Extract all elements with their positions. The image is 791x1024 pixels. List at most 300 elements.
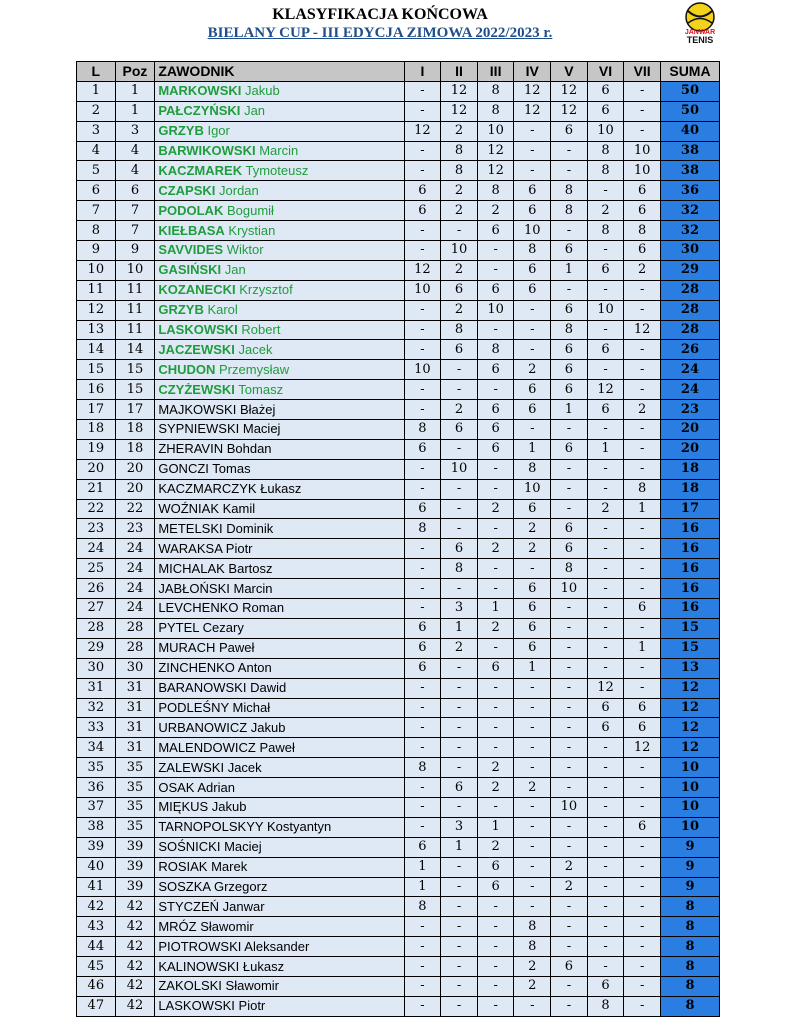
round-score-6: - [587, 758, 624, 778]
player-name [155, 778, 404, 798]
row-suma: 16 [660, 539, 719, 559]
round-score-1: 1 [404, 877, 441, 897]
round-score-3: 1 [477, 599, 514, 619]
row-l: 21 [77, 479, 116, 499]
round-score-7: 2 [624, 260, 661, 280]
round-score-3: 6 [477, 221, 514, 241]
table-row [77, 698, 720, 718]
player-name [155, 857, 404, 877]
row-poz: 20 [115, 479, 155, 499]
round-score-1: 12 [404, 260, 441, 280]
player-surname: MURACH [158, 640, 216, 656]
round-score-7: 1 [624, 499, 661, 519]
row-suma: 28 [660, 320, 719, 340]
player-surname: OSAK [158, 779, 195, 795]
player-surname: KACZMAREK [158, 162, 243, 178]
player-first-name: Jan [244, 103, 266, 119]
row-poz: 24 [115, 559, 155, 579]
player-name [155, 917, 404, 937]
player-name [155, 937, 404, 957]
row-l: 7 [77, 201, 116, 221]
round-score-4: 12 [514, 101, 551, 121]
player-first-name: Marcin [233, 580, 273, 596]
player-surname: WARAKSA [158, 540, 223, 556]
player-surname: ROSIAK [158, 859, 208, 875]
row-l: 42 [77, 897, 116, 917]
round-score-2: - [441, 937, 478, 957]
round-score-2: 8 [441, 559, 478, 579]
row-suma: 12 [660, 678, 719, 698]
row-l: 31 [77, 678, 116, 698]
row-poz: 20 [115, 459, 155, 479]
round-score-5: - [551, 280, 588, 300]
table-row [77, 499, 720, 519]
player-surname: MRÓZ [158, 918, 197, 934]
row-poz: 7 [115, 201, 155, 221]
round-score-7: - [624, 857, 661, 877]
col-header-round-5: V [551, 62, 588, 82]
round-score-5: - [551, 778, 588, 798]
player-name [155, 996, 404, 1016]
round-score-1: - [404, 817, 441, 837]
round-score-4: - [514, 300, 551, 320]
round-score-4: 6 [514, 638, 551, 658]
table-row [77, 141, 720, 161]
player-name [155, 81, 404, 101]
col-header-round-4: IV [514, 62, 551, 82]
table-row [77, 320, 720, 340]
row-l: 32 [77, 698, 116, 718]
table-row [77, 380, 720, 400]
row-suma: 9 [660, 837, 719, 857]
round-score-5: - [551, 897, 588, 917]
round-score-1: - [404, 957, 441, 977]
player-first-name: Bartosz [228, 560, 273, 576]
row-poz: 11 [115, 320, 155, 340]
round-score-6: - [587, 658, 624, 678]
player-first-name: Błażej [239, 401, 276, 417]
row-poz: 31 [115, 698, 155, 718]
row-poz: 42 [115, 957, 155, 977]
row-l: 5 [77, 161, 116, 181]
row-l: 41 [77, 877, 116, 897]
player-surname: KOZANECKI [158, 282, 236, 298]
round-score-7: - [624, 579, 661, 599]
round-score-7: - [624, 519, 661, 539]
round-score-4: - [514, 996, 551, 1016]
round-score-2: 2 [441, 121, 478, 141]
col-header-round-1: I [404, 62, 441, 82]
round-score-5: - [551, 459, 588, 479]
col-header-suma: SUMA [660, 62, 719, 82]
row-l: 35 [77, 758, 116, 778]
row-l: 12 [77, 300, 116, 320]
logo-text-top: JANWAR [684, 29, 716, 36]
round-score-2: 1 [441, 837, 478, 857]
round-score-7: - [624, 797, 661, 817]
round-score-4: 6 [514, 181, 551, 201]
round-score-3: 1 [477, 817, 514, 837]
round-score-1: 6 [404, 638, 441, 658]
table-row [77, 678, 720, 698]
round-score-6: 8 [587, 996, 624, 1016]
table-row [77, 837, 720, 857]
row-suma: 38 [660, 161, 719, 181]
round-score-2: - [441, 758, 478, 778]
table-row [77, 917, 720, 937]
row-suma: 23 [660, 400, 719, 420]
round-score-5: 6 [551, 519, 588, 539]
table-row [77, 459, 720, 479]
round-score-6: - [587, 797, 624, 817]
round-score-6: - [587, 360, 624, 380]
round-score-3: 2 [477, 539, 514, 559]
player-first-name: Paweł [259, 739, 295, 755]
round-score-7: 6 [624, 201, 661, 221]
row-l: 39 [77, 837, 116, 857]
table-row [77, 400, 720, 420]
round-score-3: 2 [477, 778, 514, 798]
round-score-6: 6 [587, 718, 624, 738]
player-name [155, 161, 404, 181]
row-suma: 32 [660, 201, 719, 221]
janwar-tenis-logo [680, 2, 720, 44]
round-score-3: - [477, 698, 514, 718]
round-score-1: - [404, 101, 441, 121]
round-score-7: - [624, 360, 661, 380]
player-name [155, 559, 404, 579]
row-poz: 24 [115, 539, 155, 559]
round-score-1: - [404, 797, 441, 817]
player-first-name: Maciej [242, 421, 281, 437]
round-score-3: 10 [477, 300, 514, 320]
round-score-3: 6 [477, 658, 514, 678]
player-first-name: Jakub [250, 719, 286, 735]
row-poz: 3 [115, 121, 155, 141]
player-first-name: Tymoteusz [245, 162, 309, 178]
round-score-4: - [514, 121, 551, 141]
round-score-6: - [587, 519, 624, 539]
round-score-1: - [404, 340, 441, 360]
player-surname: JABŁOŃSKI [158, 580, 230, 596]
table-row [77, 479, 720, 499]
round-score-6: - [587, 181, 624, 201]
row-suma: 17 [660, 499, 719, 519]
player-surname: ZAKOLSKI [158, 978, 222, 994]
player-name [155, 957, 404, 977]
row-poz: 15 [115, 380, 155, 400]
player-surname: WOŹNIAK [158, 501, 219, 517]
player-name [155, 380, 404, 400]
row-l: 10 [77, 260, 116, 280]
round-score-5: 1 [551, 400, 588, 420]
round-score-3: 8 [477, 181, 514, 201]
round-score-3: - [477, 559, 514, 579]
round-score-2: - [441, 678, 478, 698]
player-name [155, 877, 404, 897]
round-score-6: - [587, 857, 624, 877]
round-score-7: - [624, 957, 661, 977]
table-row [77, 996, 720, 1016]
table-row [77, 280, 720, 300]
player-first-name: Marcin [259, 143, 299, 158]
page-subtitle: BIELANY CUP - III EDYCJA ZIMOWA 2022/2023 r. [207, 25, 553, 41]
round-score-6: - [587, 638, 624, 658]
round-score-3: - [477, 380, 514, 400]
round-score-3: - [477, 996, 514, 1016]
row-suma: 24 [660, 380, 719, 400]
round-score-3: - [477, 241, 514, 261]
row-suma: 32 [660, 221, 719, 241]
round-score-6: 10 [587, 300, 624, 320]
row-poz: 11 [115, 280, 155, 300]
round-score-6: - [587, 738, 624, 758]
row-suma: 50 [660, 81, 719, 101]
row-l: 17 [77, 400, 116, 420]
round-score-2: - [441, 857, 478, 877]
round-score-3: - [477, 957, 514, 977]
table-row [77, 539, 720, 559]
round-score-5: - [551, 996, 588, 1016]
player-surname: PIOTROWSKI [158, 938, 242, 954]
col-header-zawodnik: ZAWODNIK [155, 62, 404, 82]
round-score-5: - [551, 837, 588, 857]
row-l: 37 [77, 797, 116, 817]
row-l: 40 [77, 857, 116, 877]
round-score-2: 6 [441, 280, 478, 300]
row-l: 1 [77, 81, 116, 101]
row-poz: 24 [115, 599, 155, 619]
round-score-2: - [441, 658, 478, 678]
player-surname: KIEŁBASA [158, 222, 225, 238]
round-score-1: 6 [404, 181, 441, 201]
round-score-1: - [404, 400, 441, 420]
row-suma: 15 [660, 618, 719, 638]
col-header-l: L [77, 62, 116, 82]
row-suma: 18 [660, 459, 719, 479]
player-surname: MALENDOWICZ [158, 739, 256, 755]
round-score-1: - [404, 718, 441, 738]
round-score-7: 6 [624, 698, 661, 718]
round-score-5: 12 [551, 81, 588, 101]
row-poz: 35 [115, 817, 155, 837]
round-score-5: - [551, 221, 588, 241]
round-score-2: - [441, 439, 478, 459]
round-score-1: - [404, 559, 441, 579]
player-first-name: Cezary [202, 620, 244, 636]
round-score-4: 6 [514, 400, 551, 420]
row-l: 6 [77, 181, 116, 201]
player-name [155, 718, 404, 738]
row-poz: 18 [115, 420, 155, 440]
round-score-7: 12 [624, 738, 661, 758]
round-score-6: 1 [587, 439, 624, 459]
player-surname: KACZMARCZYK [158, 481, 257, 497]
round-score-4: 12 [514, 81, 551, 101]
round-score-4: - [514, 559, 551, 579]
row-l: 4 [77, 141, 116, 161]
player-first-name: Bohdan [226, 441, 272, 457]
round-score-5: - [551, 420, 588, 440]
round-score-4: 2 [514, 957, 551, 977]
player-surname: BARWIKOWSKI [158, 143, 256, 158]
player-surname: GRZYB [158, 302, 204, 318]
round-score-3: - [477, 897, 514, 917]
round-score-2: - [441, 996, 478, 1016]
row-l: 11 [77, 280, 116, 300]
player-first-name: Piotr [238, 998, 266, 1014]
row-l: 22 [77, 499, 116, 519]
player-first-name: Dawid [250, 680, 287, 696]
row-l: 33 [77, 718, 116, 738]
row-suma: 16 [660, 559, 719, 579]
round-score-5: - [551, 917, 588, 937]
col-header-poz: Poz [115, 62, 155, 82]
row-suma: 16 [660, 579, 719, 599]
round-score-3: 8 [477, 340, 514, 360]
round-score-5: - [551, 658, 588, 678]
round-score-6: 6 [587, 976, 624, 996]
player-first-name: Paweł [219, 640, 255, 656]
row-suma: 24 [660, 360, 719, 380]
round-score-6: - [587, 579, 624, 599]
table-row [77, 658, 720, 678]
col-header-round-6: VI [587, 62, 624, 82]
round-score-7: - [624, 837, 661, 857]
round-score-1: - [404, 300, 441, 320]
player-first-name: Kostyantyn [266, 819, 332, 835]
round-score-1: 6 [404, 201, 441, 221]
player-surname: KALINOWSKI [158, 958, 240, 974]
player-surname: MARKOWSKI [158, 83, 242, 99]
table-row [77, 439, 720, 459]
table-row [77, 957, 720, 977]
round-score-2: 8 [441, 161, 478, 181]
row-l: 27 [77, 599, 116, 619]
row-suma: 16 [660, 519, 719, 539]
row-suma: 18 [660, 479, 719, 499]
round-score-3: 8 [477, 101, 514, 121]
round-score-2: 3 [441, 599, 478, 619]
round-score-1: - [404, 241, 441, 261]
round-score-3: 12 [477, 141, 514, 161]
round-score-7: - [624, 678, 661, 698]
row-poz: 11 [115, 300, 155, 320]
player-surname: PODOLAK [158, 202, 224, 218]
round-score-7: - [624, 778, 661, 798]
round-score-6: - [587, 599, 624, 619]
round-score-1: - [404, 976, 441, 996]
round-score-6: 6 [587, 400, 624, 420]
round-score-1: 6 [404, 618, 441, 638]
round-score-4: - [514, 877, 551, 897]
round-score-3: - [477, 519, 514, 539]
round-score-6: - [587, 459, 624, 479]
round-score-5: 10 [551, 797, 588, 817]
round-score-6: 6 [587, 340, 624, 360]
round-score-6: - [587, 280, 624, 300]
row-l: 38 [77, 817, 116, 837]
round-score-7: - [624, 300, 661, 320]
round-score-5: 10 [551, 579, 588, 599]
round-score-7: 2 [624, 400, 661, 420]
round-score-3: 6 [477, 400, 514, 420]
round-score-5: 8 [551, 181, 588, 201]
round-score-1: 6 [404, 658, 441, 678]
row-suma: 8 [660, 917, 719, 937]
player-surname: SOSZKA [158, 878, 211, 894]
round-score-1: - [404, 579, 441, 599]
row-l: 24 [77, 539, 116, 559]
player-first-name: Tomas [212, 461, 251, 477]
row-l: 15 [77, 360, 116, 380]
round-score-2: - [441, 519, 478, 539]
table-row [77, 221, 720, 241]
table-row [77, 181, 720, 201]
player-name [155, 499, 404, 519]
round-score-2: 6 [441, 340, 478, 360]
round-score-4: 8 [514, 917, 551, 937]
round-score-2: 2 [441, 260, 478, 280]
player-surname: BARANOWSKI [158, 680, 247, 696]
document-header [0, 0, 791, 60]
round-score-5: 8 [551, 320, 588, 340]
row-poz: 42 [115, 937, 155, 957]
round-score-5: 6 [551, 360, 588, 380]
round-score-5: - [551, 638, 588, 658]
player-name [155, 479, 404, 499]
row-suma: 20 [660, 439, 719, 459]
player-surname: GASIŃSKI [158, 262, 222, 278]
row-l: 46 [77, 976, 116, 996]
row-l: 16 [77, 380, 116, 400]
round-score-7: - [624, 976, 661, 996]
round-score-7: - [624, 937, 661, 957]
row-poz: 30 [115, 658, 155, 678]
player-surname: PAŁCZYŃSKI [158, 103, 241, 119]
player-first-name: Karol [207, 302, 238, 318]
player-surname: CZYŻEWSKI [158, 381, 235, 397]
round-score-5: - [551, 718, 588, 738]
round-score-5: - [551, 937, 588, 957]
row-l: 2 [77, 101, 116, 121]
round-score-7: - [624, 81, 661, 101]
round-score-5: 6 [551, 380, 588, 400]
round-score-1: - [404, 141, 441, 161]
round-score-3: 6 [477, 420, 514, 440]
round-score-2: - [441, 738, 478, 758]
row-suma: 8 [660, 957, 719, 977]
player-name [155, 579, 404, 599]
player-name [155, 101, 404, 121]
round-score-6: - [587, 937, 624, 957]
row-l: 36 [77, 778, 116, 798]
round-score-5: - [551, 738, 588, 758]
round-score-7: 10 [624, 161, 661, 181]
round-score-5: 2 [551, 877, 588, 897]
round-score-7: 8 [624, 479, 661, 499]
row-l: 47 [77, 996, 116, 1016]
player-name [155, 837, 404, 857]
round-score-1: - [404, 937, 441, 957]
round-score-3: - [477, 937, 514, 957]
player-name [155, 340, 404, 360]
player-first-name: Wiktor [226, 242, 264, 258]
round-score-5: - [551, 976, 588, 996]
player-first-name: Maciej [224, 839, 262, 855]
round-score-5: 6 [551, 241, 588, 261]
row-poz: 35 [115, 758, 155, 778]
